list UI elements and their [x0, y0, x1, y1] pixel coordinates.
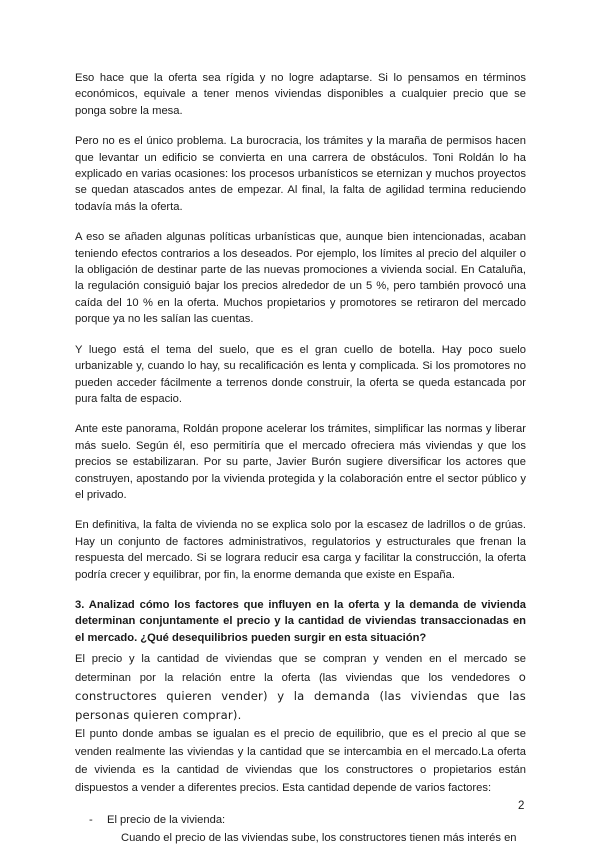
list-item-subtext: Cuando el precio de las viviendas sube, los constructores tienen más interés en: [121, 832, 517, 845]
page-number: 2: [518, 800, 525, 812]
question-heading: 3. Analizad cómo los factores que influyen en la oferta y la demanda de vivienda determinan conjuntamente el precio y la cantidad de viviendas transaccionadas en el mercado. ¿Qué desequilibrios pueden surgir en esta situación?: [75, 598, 526, 644]
factors-list: [75, 811, 526, 829]
paragraph-proposals: Ante este panorama, Roldán propone acelerar los trámites, simplificar las normas y liberar más suelo. Según él, eso permitiría que el mercado ofreciera más viviendas y que los precios se estabilizaran. Por su parte, Javier Burón sugiere diversificar los actores que construyen, apostando por la vivienda protegida y la colaboración entre el sector público y el privado.: [75, 423, 526, 501]
list-item: [75, 811, 526, 829]
paragraph-bureaucracy: Pero no es el único problema. La burocracia, los trámites y la maraña de permisos hacen que levantar un edificio se convierta en una carrera de obstáculos. Toni Roldán lo ha explicado en varias ocasiones: los procesos urbanísticos se eternizan y muchos proyectos se quedan atascados antes de empezar. Al final, la falta de agilidad termina reduciendo todavía más la oferta.: [75, 135, 526, 213]
paragraph-urban-policies: A eso se añaden algunas políticas urbanísticas que, aunque bien intencionadas, acaban teniendo efectos contrarios a los deseados. Por ejemplo, los límites al precio del alquiler o la obligación de destinar parte de las nuevas promociones a vivienda social. En Cataluña, la regulación consiguió bajar los precios alrededor de un 5 %, pero también provocó una caída del 10 % en la oferta. Muchos propietarios y promotores se retiraron del mercado porque ya no les salían las cuentas.: [75, 231, 526, 326]
paragraph-conclusion: En definitiva, la falta de vivienda no se explica solo por la escasez de ladrillos o de grúas. Hay un conjunto de factores administrativos, regulatorios y estructurales que frenan la respuesta del mercado. Si se lograra reducir esa carga y facilitar la construcción, la oferta podría crecer y equilibrar, por fin, la enorme demanda que existe en España.: [75, 519, 526, 581]
answer-p1-start: El precio y la cantidad de viviendas que se compran y venden en el mercado se determinan por la relación entre la oferta (las viviendas que los vendedores: [75, 653, 526, 685]
paragraph-rigid-supply: Eso hace que la oferta sea rígida y no logre adaptarse. Si lo pensamos en términos económicos, equivale a tener menos viviendas disponibles a cualquier precio que se ponga sobre la mesa.: [75, 72, 526, 117]
answer-paragraph-1: [75, 650, 526, 725]
page-content: [75, 70, 526, 847]
answer-paragraph-2: El punto donde ambas se igualan es el precio de equilibrio, que es el precio al que se venden realmente las viviendas y la cantidad que se intercambia en el mercado.La oferta de vivienda es la cantidad de viviendas que los constructores o propietarios están dispuestos a vender a diferentes precios. Esta cantidad depende de varios factores:: [75, 728, 526, 795]
dash-bullet: -: [89, 814, 93, 827]
answer-p1-mono: o constructores quieren vender) y la demanda (las viviendas que las personas quieren comprar).: [75, 670, 526, 723]
list-item-label: El precio de la vivienda:: [107, 814, 226, 827]
paragraph-land: Y luego está el tema del suelo, que es el gran cuello de botella. Hay poco suelo urbanizable y, cuando lo hay, su recalificación es lenta y complicada. Si los promotores no pueden acceder fácilmente a terrenos donde construir, la oferta se queda estancada por pura falta de espacio.: [75, 343, 526, 405]
